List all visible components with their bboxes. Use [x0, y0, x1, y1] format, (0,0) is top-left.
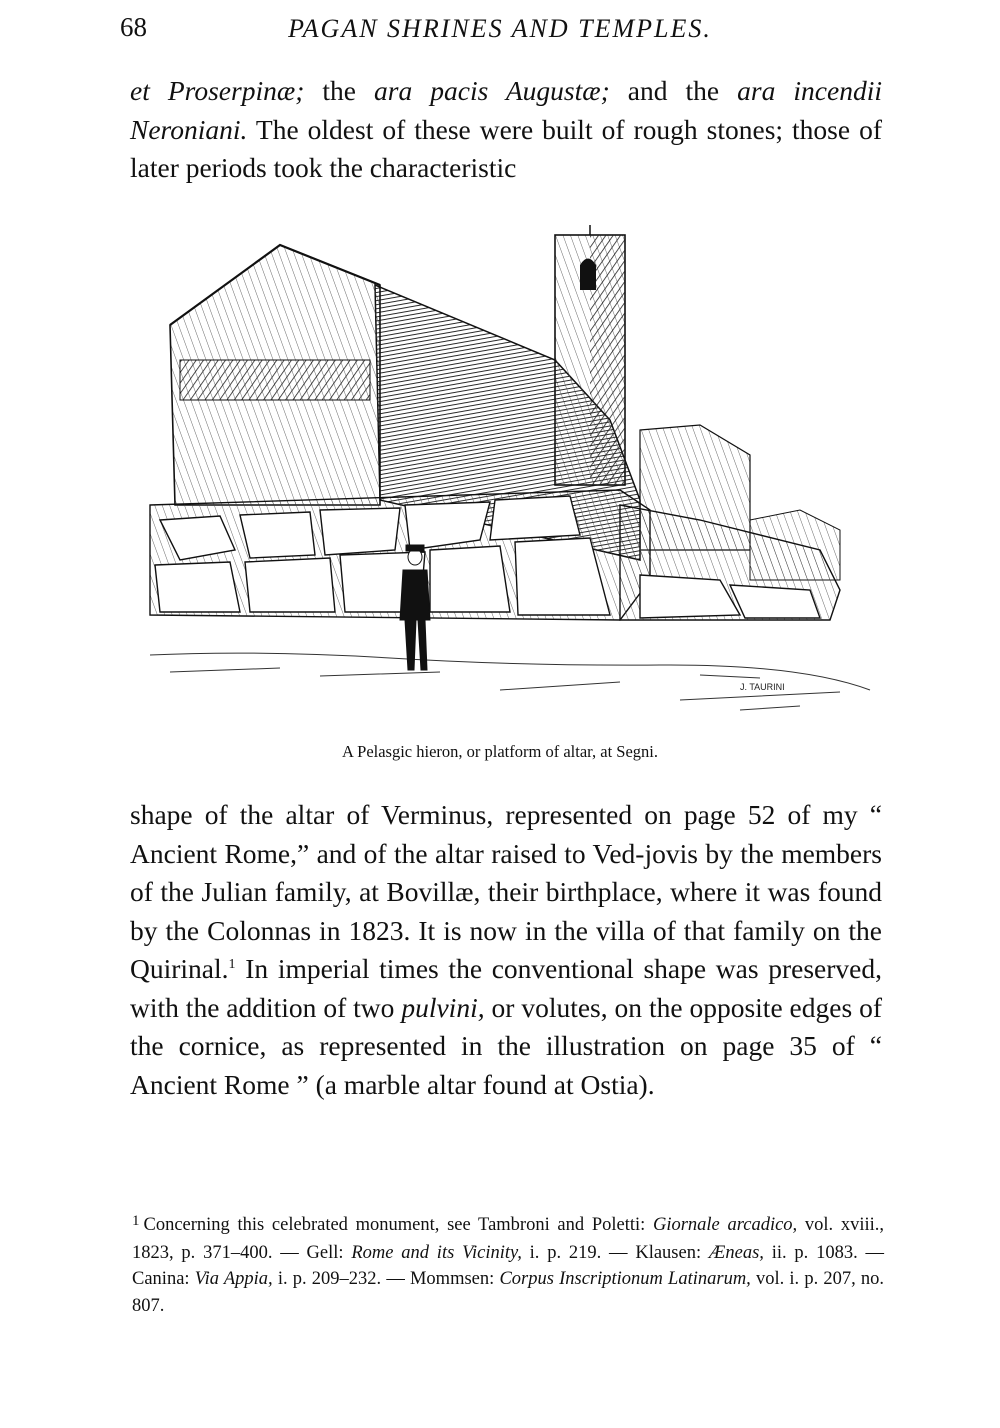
italic-text: pulvini,: [401, 991, 485, 1023]
text: The oldest of these were built of rough stones; those of later periods took the characteristic: [130, 113, 882, 183]
running-head: PAGAN SHRINES AND TEMPLES.: [288, 14, 712, 43]
text: shape of the altar of Verminus, represented on page 52 of my “ Ancient Rome,” and of the altar raised to Ved-jovis by the members of the Julian family, at Bovillæ, their birthplace, where it was found by the Colonnas in 1823. It is now in the villa of that family on the Quirinal.: [130, 799, 882, 984]
italic-text: Rome and its Vicinity,: [351, 1242, 522, 1263]
italic-text: Æneas,: [708, 1242, 764, 1263]
italic-text: Via Appia,: [194, 1269, 273, 1289]
text: ii. p. 1083. — Canina:: [132, 1242, 885, 1289]
italic-text: Corpus Inscriptionum Latinarum,: [499, 1269, 751, 1289]
footnote: [132, 1212, 884, 1319]
text: or volutes, on the opposite edges of the cornice, as represented in the illustration on page 35 of “ Ancient Rome ” (a marble altar found at Ostia).: [130, 991, 882, 1100]
text: Concerning this celebrated monument, see Tambroni and Poletti:: [143, 1215, 653, 1235]
text: i. p. 209–232. — Mommsen:: [272, 1269, 500, 1289]
text: vol. xviii., 1823, p. 371–400. — Gell:: [132, 1215, 884, 1263]
paragraph-bottom: [130, 796, 882, 1104]
text: and the: [609, 75, 738, 106]
page-number: 68: [120, 12, 147, 42]
italic-text: Giornale arcadico,: [652, 1215, 798, 1235]
engraver-signature: J. TAURINI: [740, 682, 785, 692]
italic-text: ara pacis Augustæ;: [374, 75, 610, 106]
text: i. p. 219. — Klausen:: [521, 1242, 709, 1263]
text: vol. i. p. 207, no. 807.: [132, 1269, 885, 1316]
footnote-number: 1: [132, 1213, 140, 1229]
figure-caption: A Pelasgic hieron, or platform of altar, at Segni.: [342, 742, 658, 761]
engraving-illustration: [140, 220, 880, 720]
text: In imperial times the conventional shape was preserved, with the addition of two: [130, 953, 882, 1023]
paragraph-top: [130, 72, 882, 188]
italic-text: et Proserpinæ;: [130, 75, 305, 106]
footnote-reference[interactable]: 1: [228, 956, 236, 972]
italic-text: ara incendii Neroniani.: [130, 75, 882, 145]
text: the: [304, 75, 375, 106]
